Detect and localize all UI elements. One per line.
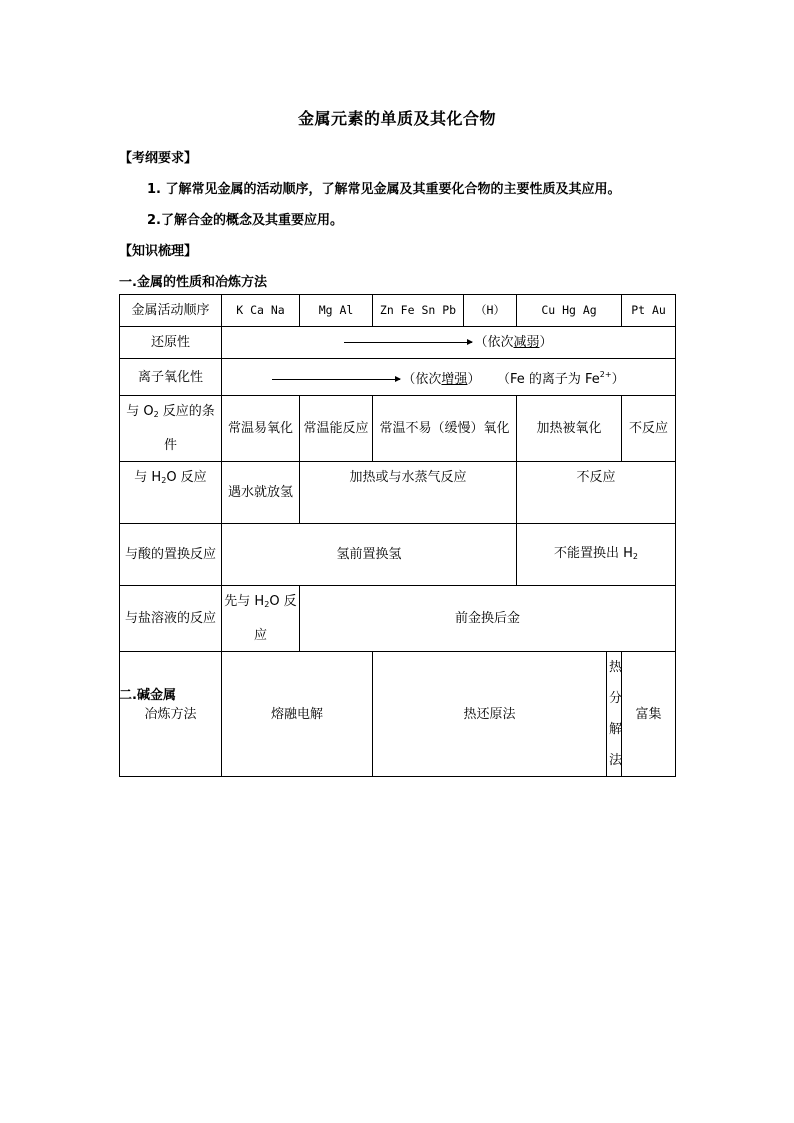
row-label: 与 $O_2$ 反应的条件	[120, 396, 222, 462]
metal-group-cell: （H）	[464, 295, 517, 327]
trend-word: 增强	[441, 372, 468, 387]
trend-suffix: ）	[539, 335, 553, 350]
row-label: 与 $H_2O$ 反应	[120, 462, 222, 524]
requirement-item: 2.了解合金的概念及其重要应用。	[147, 213, 343, 228]
reaction-cell: 不能置换出 $H_2$	[517, 524, 676, 586]
reaction-cell: 常温能反应	[300, 396, 373, 462]
metal-group-cell: Mg Al	[300, 295, 373, 327]
table-row-activity-order	[120, 295, 676, 327]
reaction-cell: 常温不易（缓慢）氧化	[373, 396, 517, 462]
metal-group-cell: K Ca Na	[222, 295, 300, 327]
table-row-acid-reaction	[120, 524, 676, 586]
reaction-cell: 不反应	[517, 462, 676, 524]
trend-prefix: （依次	[474, 335, 514, 350]
right-arrow-icon	[272, 379, 400, 380]
reaction-cell: 不反应	[622, 396, 676, 462]
page-title: 金属元素的单质及其化合物	[297, 109, 496, 128]
smelting-cell: 富集	[622, 652, 676, 777]
smelting-cell: 熔融电解	[222, 652, 373, 777]
smelting-cell: 热分解法	[607, 652, 622, 777]
row-label: 离子氧化性	[120, 359, 222, 396]
trend-word: 减弱	[513, 335, 540, 350]
reaction-cell: 遇水就放氢	[222, 462, 300, 524]
metal-group-cell: Pt Au	[622, 295, 676, 327]
fe-note-end: ）	[611, 372, 625, 387]
reducibility-trend-cell	[222, 327, 676, 359]
section-heading-alkali-metals: 二.碱金属	[119, 688, 176, 703]
row-label: 金属活动顺序	[120, 295, 222, 327]
reaction-cell: 常温易氧化	[222, 396, 300, 462]
table-row-salt-reaction	[120, 586, 676, 652]
row-label: 冶炼方法	[120, 652, 222, 777]
table-row-reducibility	[120, 327, 676, 359]
table-row-o2-reaction	[120, 396, 676, 462]
table-row-ion-oxidation	[120, 359, 676, 396]
table-row-h2o-reaction	[120, 462, 676, 524]
section-heading-metal-properties: 一.金属的性质和冶炼方法	[119, 275, 267, 290]
fe-note: （Fe 的离子为 Fe	[496, 372, 600, 387]
smelting-cell: 热还原法	[373, 652, 607, 777]
reaction-cell: 加热被氧化	[517, 396, 622, 462]
reaction-cell: 先与 $H_2O$ 反应	[222, 586, 300, 652]
row-label: 与盐溶液的反应	[120, 586, 222, 652]
trend-prefix: （依次	[402, 372, 442, 387]
heading-requirements: 【考纲要求】	[119, 151, 198, 166]
fe-charge: 2+	[599, 370, 612, 379]
table-row-smelting	[120, 652, 676, 777]
right-arrow-icon	[344, 342, 472, 343]
metal-properties-table	[119, 294, 676, 777]
requirement-item: 1. 了解常见金属的活动顺序，了解常见金属及其重要化合物的主要性质及其应用。	[147, 182, 621, 197]
reaction-cell: 加热或与水蒸气反应	[300, 462, 517, 524]
ion-oxidation-trend-cell	[222, 359, 676, 396]
trend-suffix: ）	[467, 372, 481, 387]
reaction-cell: 前金换后金	[300, 586, 676, 652]
metal-group-cell: Cu Hg Ag	[517, 295, 622, 327]
row-label: 与酸的置换反应	[120, 524, 222, 586]
heading-knowledge: 【知识梳理】	[119, 244, 198, 259]
row-label: 还原性	[120, 327, 222, 359]
metal-group-cell: Zn Fe Sn Pb	[373, 295, 464, 327]
reaction-cell: 氢前置换氢	[222, 524, 517, 586]
